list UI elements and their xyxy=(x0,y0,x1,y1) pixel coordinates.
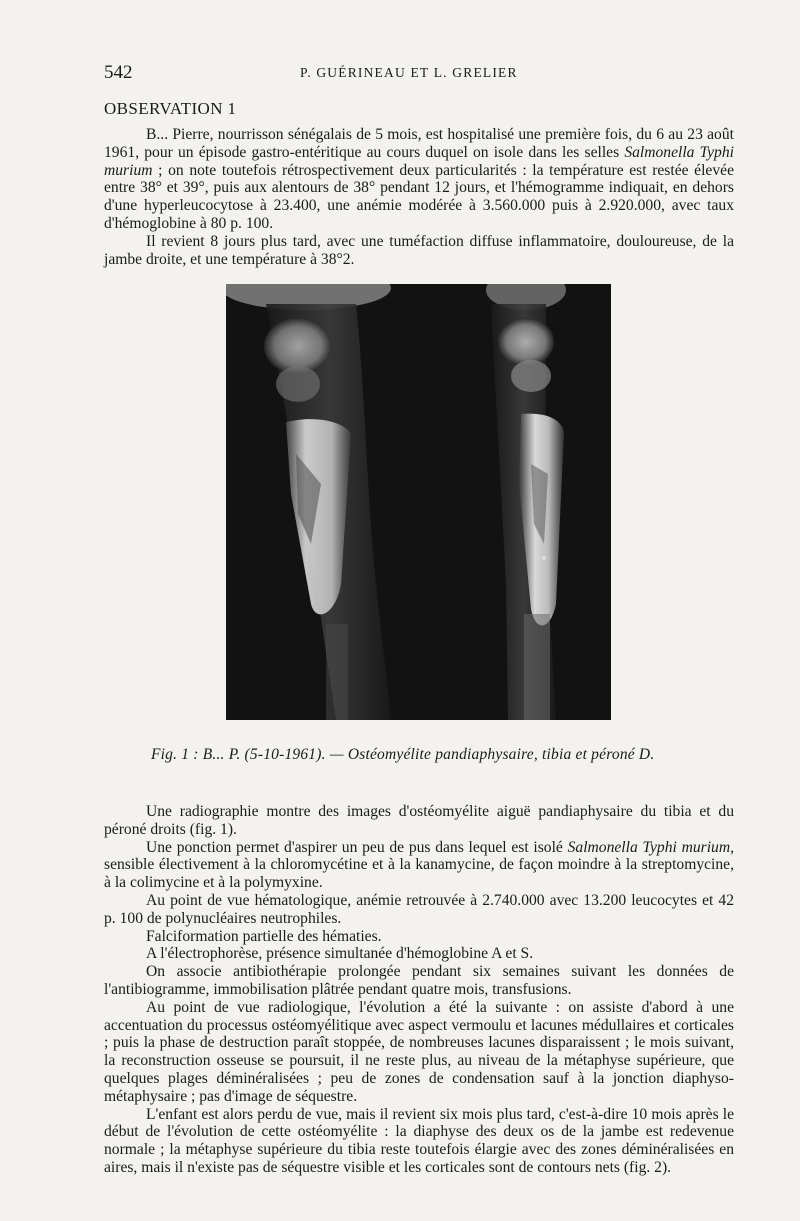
paragraph xyxy=(104,892,734,928)
paragraph xyxy=(104,928,734,946)
paragraph-text: Il revient 8 jours plus tard, avec une tuméfaction diffuse inflammatoire, douloureuse, de la jambe droite, et une température à 38°2. xyxy=(104,232,734,268)
page-number: 542 xyxy=(104,62,133,83)
paragraph xyxy=(104,945,734,963)
observation-text-top xyxy=(104,126,734,268)
paragraph-text: B... Pierre, nourrisson sénégalais de 5 mois, est hospitalisé une première fois, du 6 au 23 août 1961, pour un épisode gastro-entéritique au cours duquel on isole dans les selles xyxy=(104,126,734,161)
paragraph-text: On associe antibiothérapie prolongée pendant six semaines suivant les données de l'antibiogramme, immobilisation plâtrée pendant quatre mois, transfusions. xyxy=(104,963,734,998)
radiograph-figure xyxy=(226,284,611,720)
paragraph-italic: Salmonella Typhi murium xyxy=(104,143,734,179)
paragraph xyxy=(104,839,734,892)
paragraph xyxy=(104,1106,734,1177)
section-title: OBSERVATION 1 xyxy=(104,99,237,118)
paragraph xyxy=(104,126,734,233)
paragraph-text: Au point de vue radiologique, l'évolution a été la suivante : on assiste d'abord à une accentuation du processus ostéomyélitique avec aspect vermoulu et lacunes médullaires et corticales ; puis la phase de destruction paraît stoppée, de nombreuses lacunes disparaissent ; le mois suivant, la reconstruction osseuse se poursuit, il ne reste plus, au niveau de la métaphyse supérieure, que quelques plages déminéralisées ; peu de zones de condensation sauf à la jonction diaphyso-métaphysaire ; pas d'image de séquestre. xyxy=(104,998,734,1105)
figure-caption: Fig. 1 : B... P. (5-10-1961). — Ostéomyélite pandiaphysaire, tibia et péroné D. xyxy=(151,746,655,763)
observation-text-bottom xyxy=(104,803,734,1177)
page-header xyxy=(104,62,734,86)
paragraph-text: L'enfant est alors perdu de vue, mais il revient six mois plus tard, c'est-à-dire 10 mois après le début de l'évolution de cette ostéomyélite : la diaphyse des deux os de la jambe est redevenue normale ; la métaphyse supérieure du tibia reste toutefois élargie avec des zones déminéralisées en aires, mais il n'existe pas de séquestre visible et les corticales sont de contours nets (fig. 2). xyxy=(104,1105,734,1176)
paragraph xyxy=(104,999,734,1106)
paragraph-text: ; on note toutefois rétrospectivement deux particularités : la température est restée élevée entre 38° et 39°, puis aux alentours de 38° pendant 12 jours, et l'hémogramme indiquait, en dehors d'une hyperleucocytose à 23.400, une anémie modérée à 3.560.000 puis à 2.920.000, avec taux d'hémoglobine à 80 p. 100. xyxy=(104,161,734,232)
paragraph-text: Falciformation partielle des hématies. xyxy=(146,927,382,945)
paragraph-text: Au point de vue hématologique, anémie retrouvée à 2.740.000 avec 13.200 leucocytes et 42 p. 100 de polynucléaires neutrophiles. xyxy=(104,891,734,927)
paragraph xyxy=(104,233,734,269)
paragraph-italic: Salmonella Typhi murium, xyxy=(567,838,734,856)
paragraph-text: Une radiographie montre des images d'ostéomyélite aiguë pandiaphysaire du tibia et du péroné droits (fig. 1). xyxy=(104,803,734,838)
paragraph-text: Une ponction permet d'aspirer un peu de pus dans lequel est isolé xyxy=(146,838,568,856)
paragraph-text: A l'électrophorèse, présence simultanée d'hémoglobine A et S. xyxy=(146,945,534,963)
paragraph-text: sensible électivement à la chloromycétine et à la kanamycine, de façon moindre à la streptomycine, à la colimycine et à la polymyxine. xyxy=(104,856,734,892)
paragraph xyxy=(104,963,734,999)
paragraph xyxy=(104,803,734,839)
running-head: P. GUÉRINEAU ET L. GRELIER xyxy=(300,65,518,80)
radiograph-image xyxy=(226,284,611,720)
